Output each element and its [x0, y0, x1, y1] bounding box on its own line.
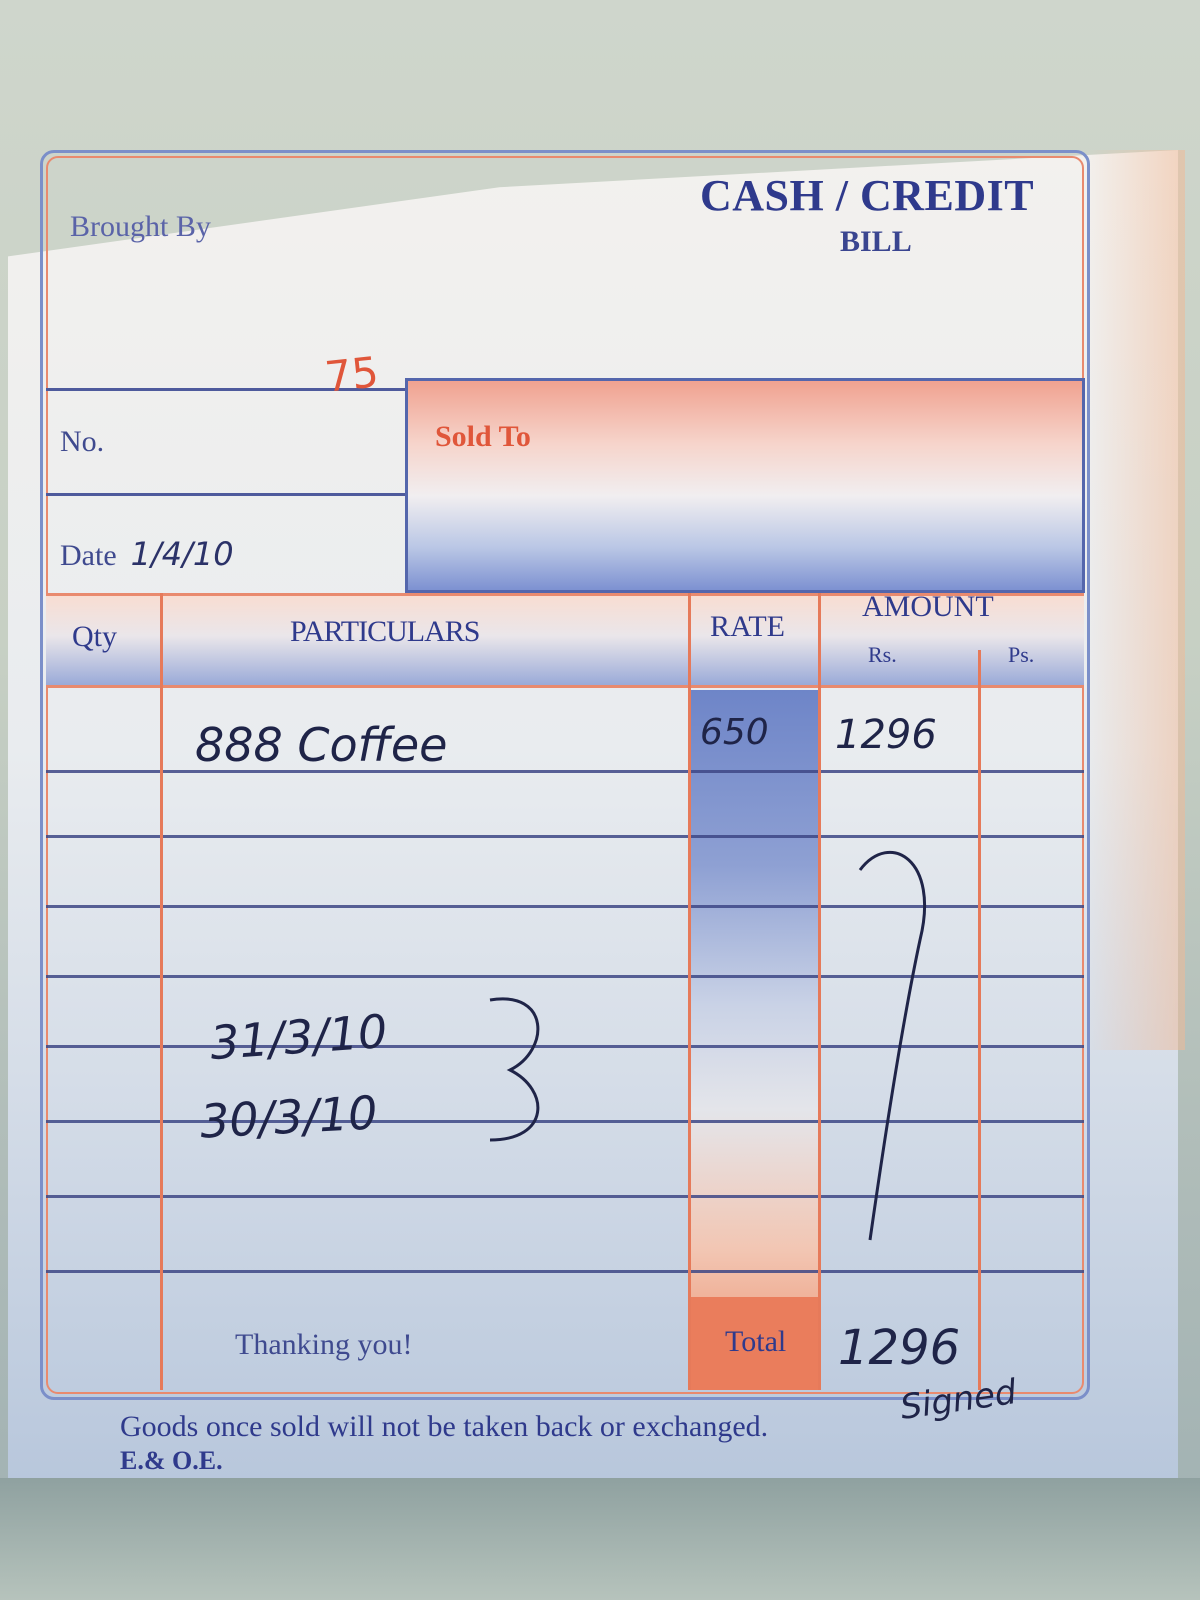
column-divider [160, 593, 163, 1390]
ditto-arrow-mark [850, 840, 950, 1260]
sold-to-box [405, 378, 1085, 593]
table-row [46, 1270, 1084, 1273]
thanks-text: Thanking you! [235, 1328, 413, 1361]
header-ps: Ps. [1008, 642, 1035, 667]
header-amount: AMOUNT [862, 590, 994, 623]
bill-title: CASH / CREDIT [700, 171, 1035, 220]
divider [46, 493, 405, 496]
date-field [60, 535, 234, 573]
terms-text: Goods once sold will not be taken back or exchanged. [120, 1410, 769, 1443]
number-label: No. [60, 425, 105, 458]
bill-subtitle: BILL [840, 225, 912, 258]
header-particulars: PARTICULARS [290, 615, 480, 648]
header-qty: Qty [72, 620, 117, 653]
total-label: Total [725, 1325, 787, 1358]
column-divider [818, 593, 821, 1390]
item-amount: 1296 [835, 712, 937, 758]
brought-by-label: Brought By [70, 210, 211, 243]
brace-mark [460, 990, 580, 1150]
paper-edge-tint [1085, 150, 1185, 1050]
total-value: 1296 [838, 1320, 961, 1376]
table-surface [0, 1478, 1200, 1600]
handwritten-note: 30/3/10 [198, 1085, 379, 1149]
item-rate: 650 [700, 712, 769, 753]
sold-to-label: Sold To [435, 420, 531, 453]
header-rs: Rs. [868, 642, 897, 667]
item-particulars: 888 Coffee [195, 718, 448, 772]
signature: Signed [897, 1372, 1019, 1428]
handwritten-note: 31/3/10 [208, 1003, 390, 1071]
table-row [46, 835, 1084, 838]
column-divider [978, 650, 981, 1390]
bill-number: 75 [322, 347, 381, 402]
date-label: Date [60, 539, 117, 572]
eoe-text: E.& O.E. [120, 1446, 223, 1475]
column-divider [688, 593, 691, 1390]
date-value: 1/4/10 [130, 535, 234, 573]
rate-column-shade [690, 690, 818, 1390]
header-rate: RATE [710, 610, 785, 643]
